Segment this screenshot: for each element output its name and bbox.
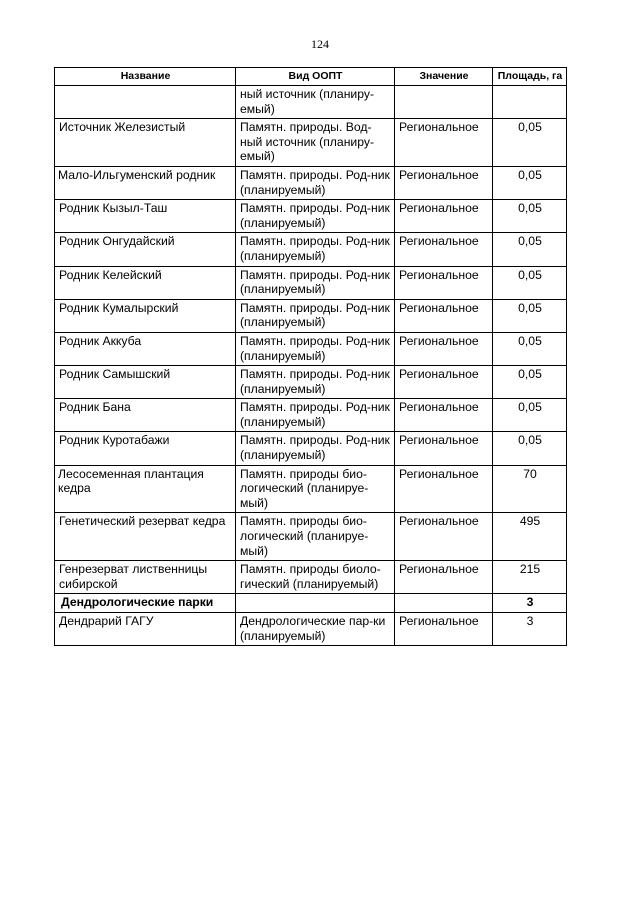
table-row: [55, 561, 567, 594]
cell-type: Памятн. природы. Род-ник (планируемый): [236, 432, 395, 465]
cell-significance: Региональное: [395, 432, 493, 465]
cell-type: Памятн. природы. Род-ник (планируемый): [236, 299, 395, 332]
cell-type: Памятн. природы. Вод-ный источник (планиру-емый): [236, 119, 395, 167]
cell-type: Памятн. природы биоло-гический (планируемый): [236, 561, 395, 594]
cell-name: Генетический резерват кедра: [55, 513, 236, 561]
cell-significance: Региональное: [395, 561, 493, 594]
cell-area: 0,05: [493, 366, 567, 399]
cell-type: Памятн. природы. Род-ник (планируемый): [236, 366, 395, 399]
table-row: [55, 266, 567, 299]
cell-name: Родник Самышский: [55, 366, 236, 399]
cell-type: Памятн. природы. Род-ник (планируемый): [236, 399, 395, 432]
cell-area: 0,05: [493, 299, 567, 332]
table-row: [55, 332, 567, 365]
cell-name: Генрезерват лиственницы сибирской: [55, 561, 236, 594]
cell-name: Мало-Ильгуменский родник: [55, 166, 236, 199]
table-row: [55, 465, 567, 513]
cell-name: Родник Куротабажи: [55, 432, 236, 465]
cell-type: Памятн. природы. Род-ник (планируемый): [236, 200, 395, 233]
cell-type: Дендрологические пар-ки (планируемый): [236, 613, 395, 646]
cell-type: Памятн. природы. Род-ник (планируемый): [236, 166, 395, 199]
cell-name: Лесосеменная плантация кедра: [55, 465, 236, 513]
cell-area: 3: [493, 613, 567, 646]
cell-name: Родник Онгудайский: [55, 233, 236, 266]
cell-significance: [395, 594, 493, 613]
cell-area: 0,05: [493, 119, 567, 167]
cell-name: Дендрарий ГАГУ: [55, 613, 236, 646]
header-name: Название: [55, 68, 236, 86]
cell-area: 0,05: [493, 200, 567, 233]
protected-areas-table: [54, 67, 567, 646]
cell-type: Памятн. природы. Род-ник (планируемый): [236, 233, 395, 266]
cell-significance: Региональное: [395, 399, 493, 432]
cell-name: Родник Кызыл-Таш: [55, 200, 236, 233]
cell-area: 0,05: [493, 266, 567, 299]
cell-significance: Региональное: [395, 513, 493, 561]
table-row: [55, 119, 567, 167]
cell-type: [236, 594, 395, 613]
table-row: [55, 513, 567, 561]
cell-name: Родник Келейский: [55, 266, 236, 299]
cell-name: [55, 86, 236, 119]
table-row: [55, 86, 567, 119]
cell-significance: Региональное: [395, 266, 493, 299]
header-significance: Значение: [395, 68, 493, 86]
cell-area: [493, 86, 567, 119]
cell-area: 215: [493, 561, 567, 594]
table-row: [55, 432, 567, 465]
cell-significance: Региональное: [395, 233, 493, 266]
cell-name: Родник Бана: [55, 399, 236, 432]
cell-name: Родник Кумалырский: [55, 299, 236, 332]
cell-significance: Региональное: [395, 299, 493, 332]
cell-area: 0,05: [493, 233, 567, 266]
cell-significance: Региональное: [395, 119, 493, 167]
cell-type: Памятн. природы. Род-ник (планируемый): [236, 332, 395, 365]
cell-significance: Региональное: [395, 366, 493, 399]
cell-name: Родник Аккуба: [55, 332, 236, 365]
section-area: 3: [493, 594, 567, 613]
cell-area: 0,05: [493, 166, 567, 199]
table-row: [55, 613, 567, 646]
cell-area: 70: [493, 465, 567, 513]
cell-significance: Региональное: [395, 200, 493, 233]
section-title: Дендрологические парки: [55, 594, 236, 613]
cell-type: Памятн. природы био-логический (планируе-мый): [236, 513, 395, 561]
cell-type: Памятн. природы. Род-ник (планируемый): [236, 266, 395, 299]
cell-type: Памятн. природы био-логический (планируе-мый): [236, 465, 395, 513]
page-number: 124: [311, 37, 329, 51]
cell-significance: [395, 86, 493, 119]
cell-area: 0,05: [493, 399, 567, 432]
table-row: [55, 366, 567, 399]
table-row: [55, 200, 567, 233]
section-row: [55, 594, 567, 613]
cell-significance: Региональное: [395, 465, 493, 513]
table-row: [55, 299, 567, 332]
cell-significance: Региональное: [395, 166, 493, 199]
table-row: [55, 233, 567, 266]
cell-significance: Региональное: [395, 332, 493, 365]
cell-name: Источник Железистый: [55, 119, 236, 167]
table-row: [55, 399, 567, 432]
cell-type: ный источник (планиру-емый): [236, 86, 395, 119]
cell-significance: Региональное: [395, 613, 493, 646]
cell-area: 0,05: [493, 432, 567, 465]
cell-area: 0,05: [493, 332, 567, 365]
table-row: [55, 166, 567, 199]
cell-area: 495: [493, 513, 567, 561]
header-area: Площадь, га: [493, 68, 567, 86]
header-type: Вид ООПТ: [236, 68, 395, 86]
table-header-row: [55, 68, 567, 86]
